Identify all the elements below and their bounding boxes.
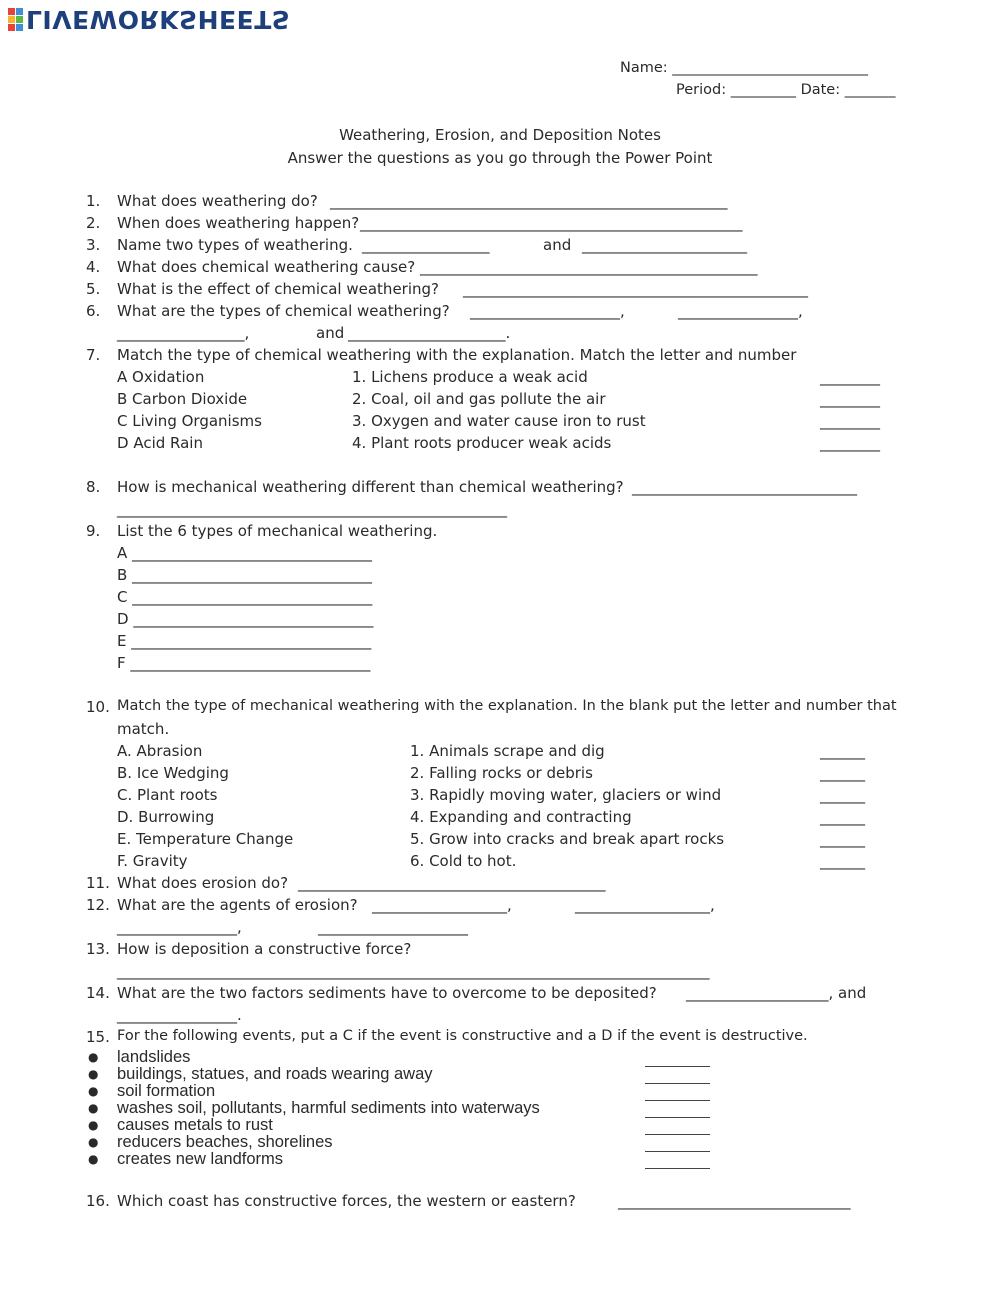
- bullet-icon: ●: [88, 1101, 99, 1115]
- match-blank[interactable]: ______: [820, 852, 865, 870]
- bullet-icon: ●: [88, 1067, 99, 1081]
- match-blank[interactable]: ________: [820, 368, 880, 386]
- answer-blank[interactable]: ________________.: [117, 1006, 242, 1024]
- answer-blank[interactable]: __________________,: [575, 896, 715, 914]
- answer-blank[interactable]: ___________________, and: [686, 984, 867, 1002]
- list-item[interactable]: B ________________________________: [117, 566, 373, 584]
- bullet-icon: ●: [88, 1050, 99, 1064]
- match-blank[interactable]: ________: [820, 412, 880, 430]
- event-item: ● creates new landforms: [0, 1150, 1000, 1170]
- list-item[interactable]: E ________________________________: [117, 632, 372, 650]
- logo-text: LIVEWORKSHEETS: [26, 4, 291, 34]
- name-field[interactable]: Name: ___________________________: [620, 60, 869, 76]
- event-item: ● landslides: [0, 1048, 1000, 1068]
- event-item: ● buildings, statues, and roads wearing away: [0, 1065, 1000, 1085]
- answer-blank[interactable]: ___________________________________________________: [360, 214, 743, 232]
- answer-blank[interactable]: _____________________________________________: [420, 258, 758, 276]
- match-blank[interactable]: ________: [820, 434, 880, 452]
- match-blank[interactable]: ______: [820, 786, 865, 804]
- answer-blank[interactable]: _________________,: [117, 324, 250, 342]
- bullet-icon: ●: [88, 1135, 99, 1149]
- event-item: ● reducers beaches, shorelines: [0, 1133, 1000, 1153]
- period-date-field[interactable]: Period: _________ Date: _______: [676, 82, 896, 98]
- and-word: and: [316, 324, 345, 342]
- answer-blank[interactable]: ____________________: [318, 918, 468, 936]
- match-blank[interactable]: ______: [820, 808, 865, 826]
- bullet-icon: ●: [88, 1152, 99, 1166]
- liveworksheets-logo: [8, 4, 290, 34]
- match-blank[interactable]: ______: [820, 764, 865, 782]
- list-item[interactable]: F ________________________________: [117, 654, 371, 672]
- answer-blank[interactable]: _____________________________________________________: [330, 192, 728, 210]
- answer-blank[interactable]: ________________,: [678, 302, 803, 320]
- answer-blank[interactable]: ____________________,: [470, 302, 625, 320]
- answer-blank[interactable]: _________________: [362, 236, 490, 254]
- answer-blank[interactable]: _________________________________________: [298, 874, 606, 892]
- list-item[interactable]: D ________________________________: [117, 610, 374, 628]
- answer-blank[interactable]: ________________,: [117, 918, 242, 936]
- answer-line[interactable]: [645, 1167, 710, 1169]
- bullet-icon: ●: [88, 1084, 99, 1098]
- logo-cubes-icon: [8, 8, 23, 31]
- match-blank[interactable]: ________: [820, 390, 880, 408]
- question-10-continued: match.: [117, 720, 170, 738]
- answer-blank[interactable]: _____________________.: [348, 324, 511, 342]
- and-word: and: [543, 236, 572, 254]
- match-blank[interactable]: ______: [820, 830, 865, 848]
- answer-blank[interactable]: _______________________________________________________________________________: [117, 962, 710, 980]
- answer-blank[interactable]: ______________________: [582, 236, 747, 254]
- answer-blank[interactable]: __________________,: [372, 896, 512, 914]
- match-blank[interactable]: ______: [820, 742, 865, 760]
- event-item: ● soil formation: [0, 1082, 1000, 1102]
- answer-blank[interactable]: ______________________________: [632, 478, 857, 496]
- list-item[interactable]: A ________________________________: [117, 544, 373, 562]
- worksheet-subtitle: Answer the questions as you go through the Power Point: [287, 149, 713, 167]
- answer-blank[interactable]: _______________________________: [618, 1192, 851, 1210]
- answer-blank[interactable]: ____________________________________________________: [117, 500, 507, 518]
- event-item: ● causes metals to rust: [0, 1116, 1000, 1136]
- worksheet-title: Weathering, Erosion, and Deposition Notes: [339, 126, 661, 144]
- bullet-icon: ●: [88, 1118, 99, 1132]
- event-item: ● washes soil, pollutants, harmful sediments into waterways: [0, 1099, 1000, 1119]
- answer-blank[interactable]: ______________________________________________: [463, 280, 808, 298]
- list-item[interactable]: C ________________________________: [117, 588, 373, 606]
